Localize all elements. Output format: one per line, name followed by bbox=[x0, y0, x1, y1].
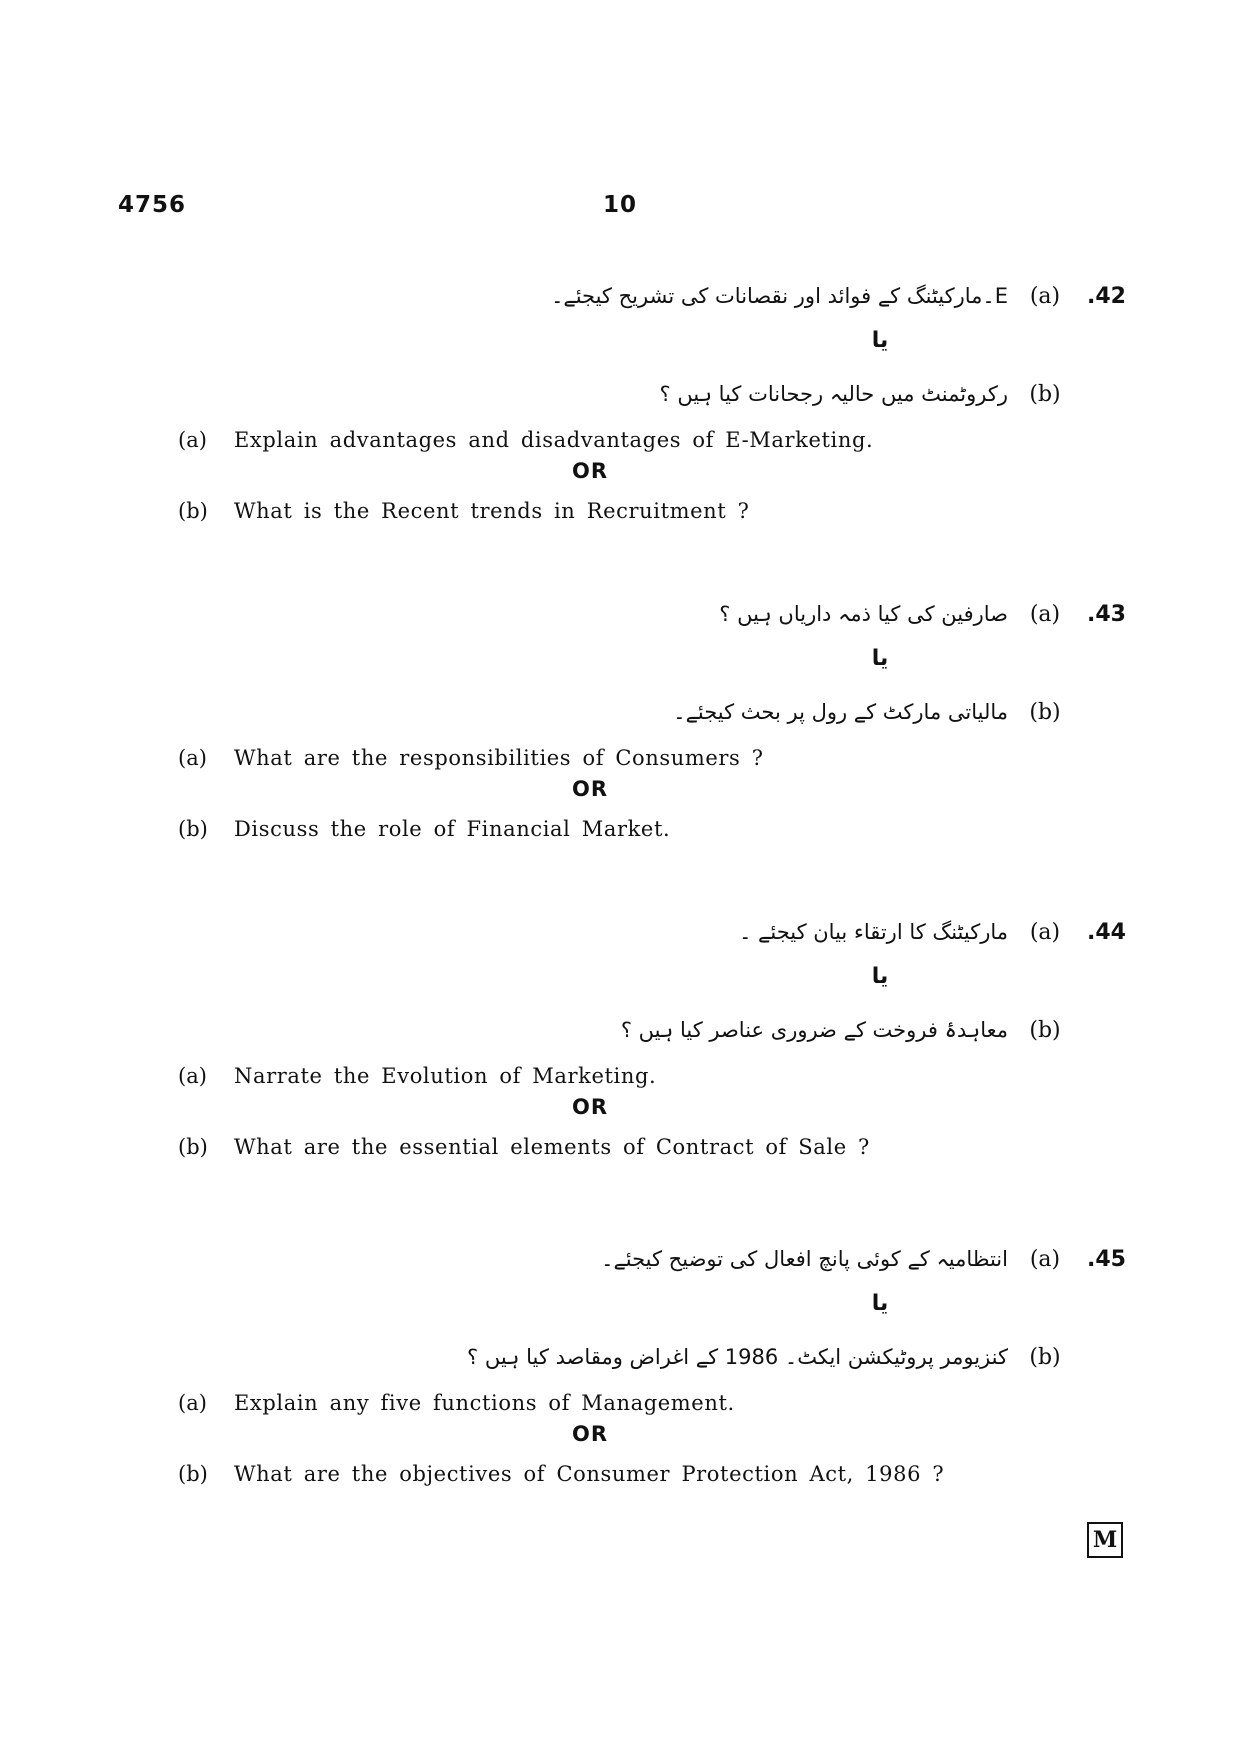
urdu-part-a bbox=[719, 596, 1126, 632]
urdu-label-b: (b) bbox=[1029, 1344, 1061, 1370]
english-text-b: What are the essential elements of Contract of Sale ? bbox=[234, 1135, 870, 1159]
english-label-a: (a) bbox=[178, 428, 207, 452]
english-label-a: (a) bbox=[178, 746, 207, 770]
urdu-part-a bbox=[551, 278, 1126, 314]
urdu-text-b: مالیاتی مارکٹ کے رول پر بحث کیجئے۔ bbox=[673, 700, 1008, 724]
question-number: .45 bbox=[1087, 1246, 1126, 1272]
english-text-a: Explain advantages and disadvantages of E-Marketing. bbox=[234, 428, 874, 452]
question-45 bbox=[0, 1241, 1240, 1541]
medium-mark-box: M bbox=[1087, 1522, 1123, 1558]
english-text-b: What are the objectives of Consumer Protection Act, 1986 ? bbox=[234, 1462, 945, 1486]
urdu-part-b bbox=[673, 694, 1076, 730]
urdu-label-a: (a) bbox=[1029, 283, 1061, 309]
english-text-a: Narrate the Evolution of Marketing. bbox=[234, 1064, 657, 1088]
urdu-or: یا bbox=[871, 964, 889, 989]
english-text-b: Discuss the role of Financial Market. bbox=[234, 817, 671, 841]
english-part-a bbox=[178, 1059, 656, 1093]
urdu-label-b: (b) bbox=[1029, 699, 1061, 725]
urdu-part-b bbox=[660, 376, 1076, 412]
urdu-part-b bbox=[621, 1012, 1076, 1048]
english-label-b: (b) bbox=[178, 1135, 208, 1159]
english-part-b bbox=[178, 1130, 870, 1164]
question-43 bbox=[0, 596, 1240, 896]
english-part-b bbox=[178, 494, 749, 528]
urdu-part-a bbox=[601, 1241, 1126, 1277]
urdu-text-b: کنزیومر پروٹیکشن ایکٹ۔ 1986 کے اغراض ومقاصد کیا ہیں ؟ bbox=[467, 1345, 1008, 1369]
english-label-b: (b) bbox=[178, 1462, 208, 1486]
english-part-a bbox=[178, 1386, 735, 1420]
english-label-b: (b) bbox=[178, 499, 208, 523]
urdu-label-a: (a) bbox=[1029, 1246, 1061, 1272]
urdu-or: یا bbox=[871, 328, 889, 353]
urdu-label-a: (a) bbox=[1029, 919, 1061, 945]
english-label-b: (b) bbox=[178, 817, 208, 841]
urdu-text-a: صارفین کی کیا ذمہ داریاں ہیں ؟ bbox=[719, 602, 1008, 626]
urdu-part-b bbox=[467, 1339, 1076, 1375]
english-text-b: What is the Recent trends in Recruitment ? bbox=[234, 499, 750, 523]
urdu-label-b: (b) bbox=[1029, 381, 1061, 407]
english-or: OR bbox=[571, 777, 609, 801]
question-number: .43 bbox=[1087, 601, 1126, 627]
english-part-b bbox=[178, 1457, 944, 1491]
urdu-or: یا bbox=[871, 1291, 889, 1316]
english-or: OR bbox=[571, 1422, 609, 1446]
question-number: .42 bbox=[1087, 283, 1126, 309]
question-44 bbox=[0, 914, 1240, 1214]
urdu-text-b: معاہدۂ فروخت کے ضروری عناصر کیا ہیں ؟ bbox=[620, 1018, 1008, 1042]
urdu-text-b: رکروٹمنٹ میں حالیہ رجحانات کیا ہیں ؟ bbox=[659, 382, 1008, 406]
english-part-a bbox=[178, 741, 764, 775]
urdu-text-a: مارکیٹنگ کا ارتقاء بیان کیجئے ۔ bbox=[739, 920, 1008, 944]
english-label-a: (a) bbox=[178, 1391, 207, 1415]
urdu-text-a: انتظامیہ کے کوئی پانچ افعال کی توضیح کیجئے۔ bbox=[601, 1247, 1008, 1271]
question-42 bbox=[0, 278, 1240, 578]
english-text-a: What are the responsibilities of Consumers ? bbox=[234, 746, 764, 770]
english-text-a: Explain any five functions of Management. bbox=[234, 1391, 735, 1415]
english-or: OR bbox=[571, 459, 609, 483]
urdu-text-a: E۔مارکیٹنگ کے فوائد اور نقصانات کی تشریح کیجئے۔ bbox=[551, 284, 1008, 308]
urdu-part-a bbox=[739, 914, 1126, 950]
page-number: 10 bbox=[603, 192, 638, 218]
english-label-a: (a) bbox=[178, 1064, 207, 1088]
urdu-label-a: (a) bbox=[1029, 601, 1061, 627]
urdu-or: یا bbox=[871, 646, 889, 671]
english-part-b bbox=[178, 812, 670, 846]
paper-code: 4756 bbox=[118, 192, 187, 218]
urdu-label-b: (b) bbox=[1029, 1017, 1061, 1043]
question-number: .44 bbox=[1087, 919, 1126, 945]
english-part-a bbox=[178, 423, 873, 457]
english-or: OR bbox=[571, 1095, 609, 1119]
